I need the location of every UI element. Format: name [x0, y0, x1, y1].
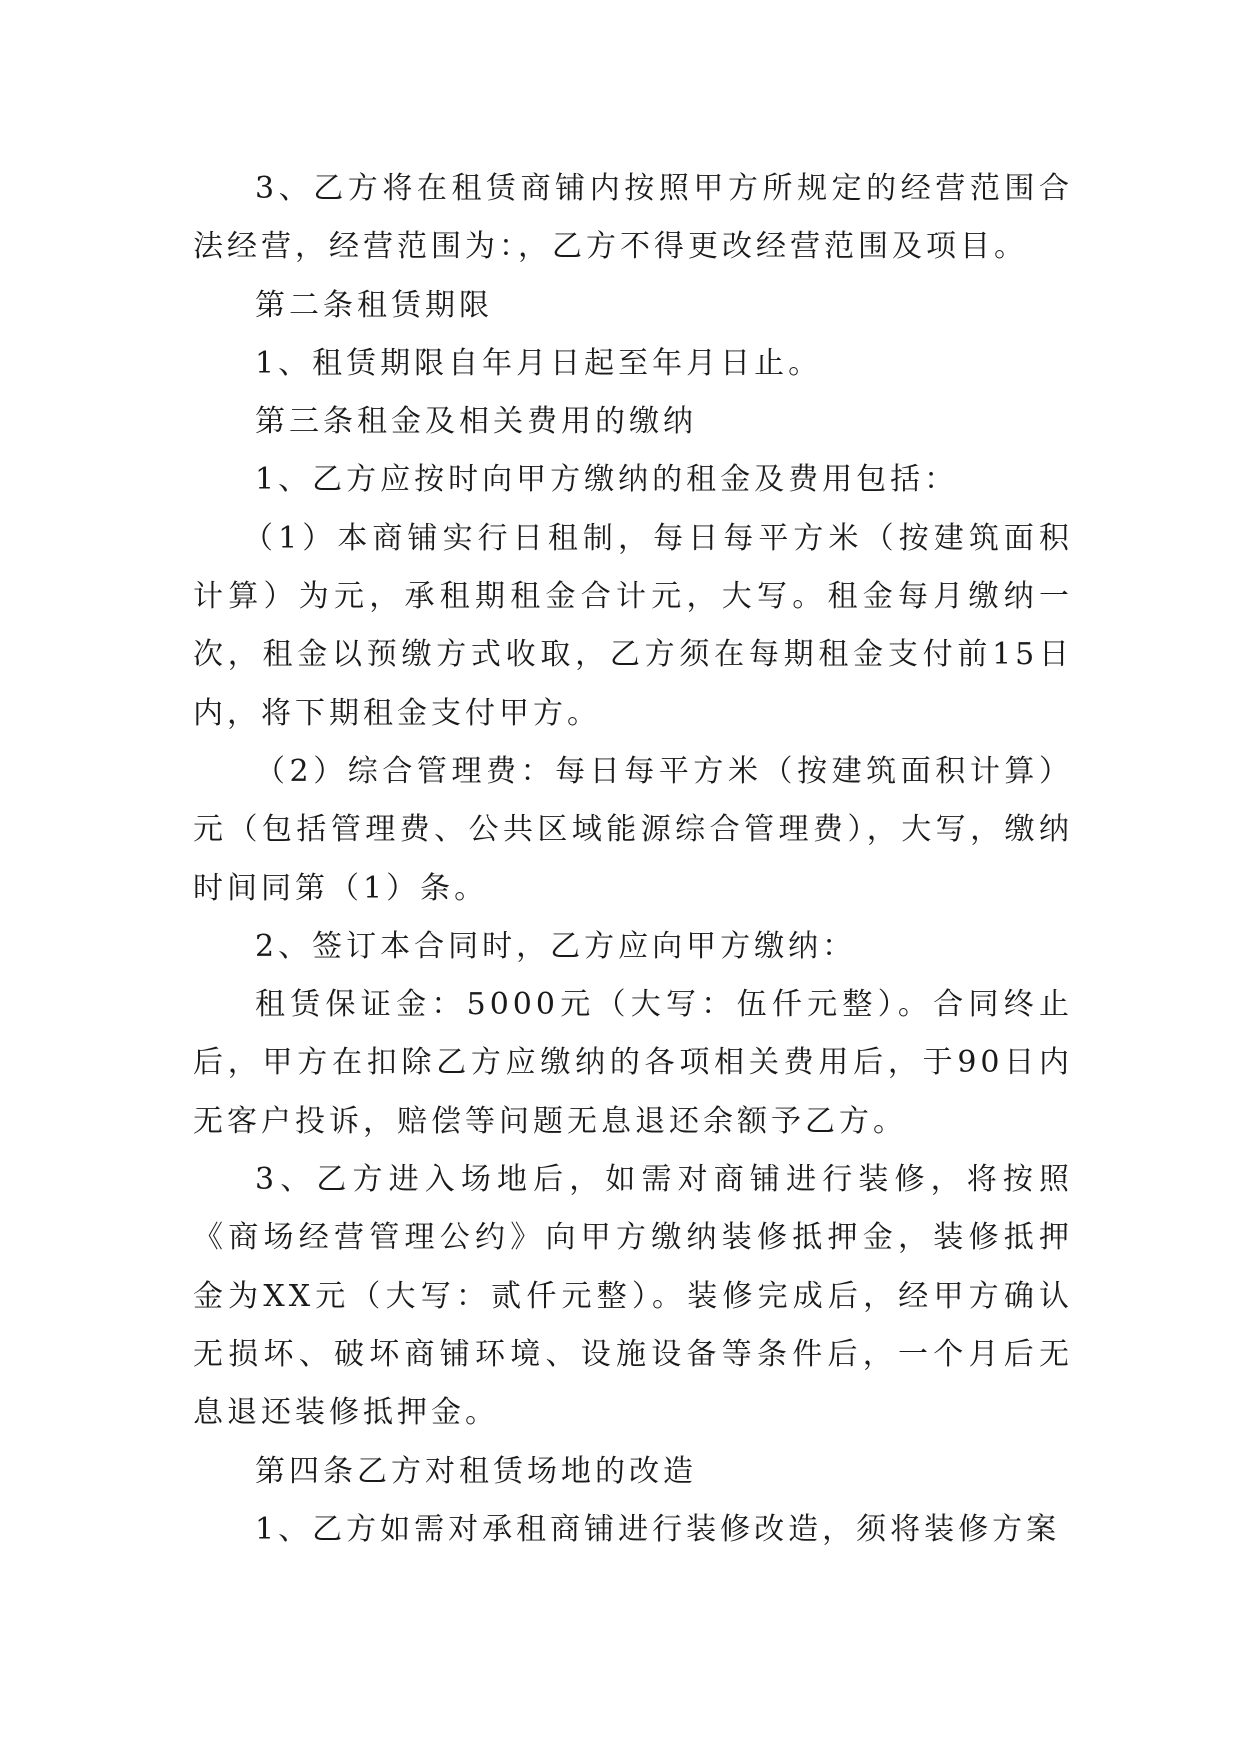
- paragraph-daily-rent: （1）本商铺实行日租制，每日每平方米（按建筑面积计算）为元，承租期租金合计元，大写。租金每月缴纳一次，租金以预缴方式收取，乙方须在每期租金支付前15日内，将下期租金支付甲方。: [193, 520, 1073, 731]
- heading-article-3-rent-payment: 第三条租金及相关费用的缴纳: [255, 404, 697, 440]
- document-body: [193, 160, 1073, 1559]
- heading-article-4-renovation: 第四条乙方对租赁场地的改造: [255, 1453, 697, 1489]
- paragraph-lease-period: 1、租赁期限自年月日起至年月日止。: [255, 345, 823, 381]
- paragraph-scope-of-business: 3、乙方将在租赁商铺内按照甲方所规定的经营范围合法经营，经营范围为：，乙方不得更改经营范围及项目。: [193, 171, 1073, 265]
- paragraph-management-fee: （2）综合管理费：每日每平方米（按建筑面积计算）元（包括管理费、公共区域能源综合管理费），大写，缴纳时间同第（1）条。: [193, 753, 1073, 906]
- heading-article-2-lease-term: 第二条租赁期限: [255, 287, 493, 323]
- paragraph-security-deposit: 租赁保证金：5000元（大写：伍仟元整）。合同终止后，甲方在扣除乙方应缴纳的各项相关费用后，于90日内无客户投诉，赔偿等问题无息退还余额予乙方。: [193, 987, 1073, 1139]
- paragraph-rent-and-fees: 1、乙方应按时向甲方缴纳的租金及费用包括：: [255, 462, 959, 498]
- paragraph-renovation-plan: 1、乙方如需对承租商铺进行装修改造，须将装修方案: [255, 1511, 1061, 1547]
- paragraph-signing-payment: 2、签订本合同时，乙方应向甲方缴纳：: [255, 928, 857, 964]
- paragraph-renovation-deposit: 3、乙方进入场地后，如需对商铺进行装修，将按照《商场经营管理公约》向甲方缴纳装修抵押金，装修抵押金为XX元（大写：贰仟元整）。装修完成后，经甲方确认无损坏、破坏商铺环境、设施设备等条件后，一个月后无息退还装修抵押金。: [193, 1162, 1073, 1431]
